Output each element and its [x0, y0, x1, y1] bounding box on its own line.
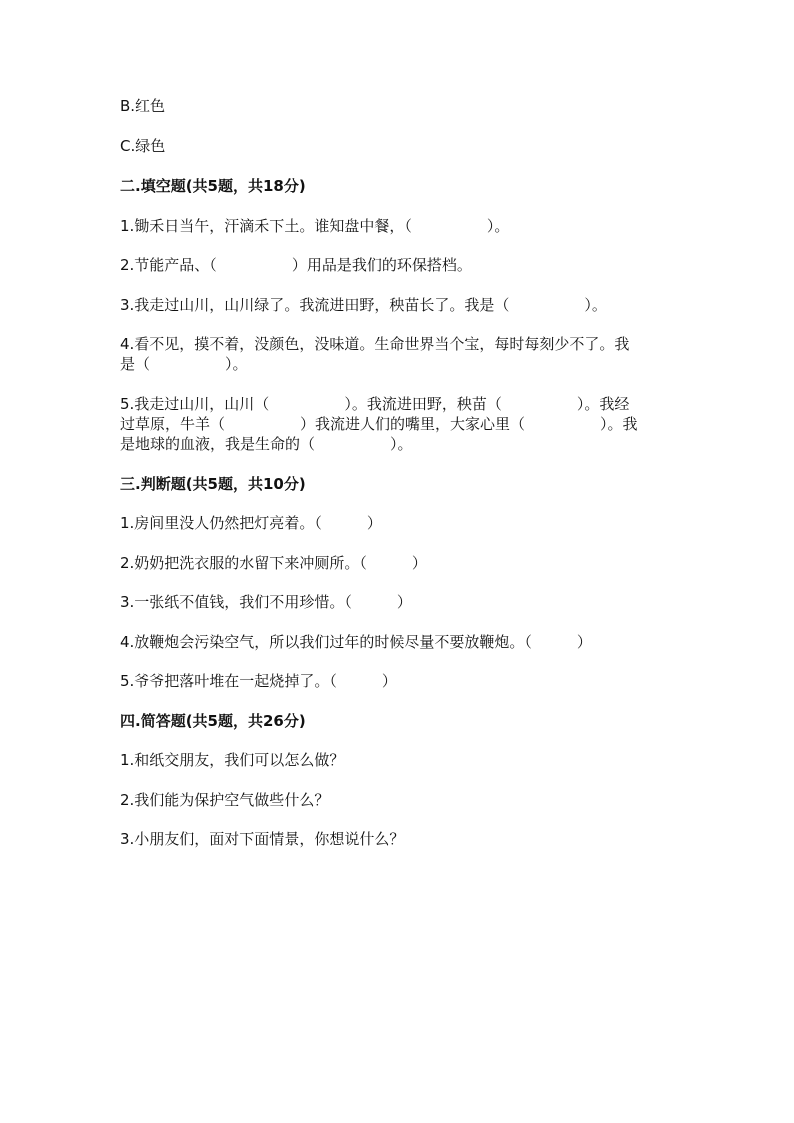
judge-question-3: 3.一张纸不值钱，我们不用珍惜。（ ）: [120, 593, 412, 611]
section2-heading: 二.填空题(共5题，共18分): [120, 177, 306, 195]
fill-question-4-line-1: 4.看不见，摸不着，没颜色，没味道。生命世界当个宝，每时每刻少不了。我: [120, 335, 630, 353]
fill-question-3: 3.我走过山川，山川绿了。我流进田野，秧苗长了。我是（ ）。: [120, 296, 607, 314]
short-answer-question-2: 2.我们能为保护空气做些什么？: [120, 791, 330, 809]
judge-question-2: 2.奶奶把洗衣服的水留下来冲厕所。（ ）: [120, 554, 427, 572]
fill-question-5-line-3: 是地球的血液，我是生命的（ ）。: [120, 435, 413, 453]
judge-question-5: 5.爷爷把落叶堆在一起烧掉了。（ ）: [120, 672, 397, 690]
fill-question-4-line-2: 是（ ）。: [120, 355, 248, 373]
fill-question-2: 2.节能产品、（ ）用品是我们的环保搭档。: [120, 256, 472, 274]
option-c: C.绿色: [120, 137, 166, 155]
section3-heading: 三.判断题(共5题，共10分): [120, 475, 306, 493]
judge-question-4: 4.放鞭炮会污染空气，所以我们过年的时候尽量不要放鞭炮。（ ）: [120, 633, 592, 651]
option-b: B.红色: [120, 97, 166, 115]
section4-heading: 四.简答题(共5题，共26分): [120, 712, 306, 730]
fill-question-1: 1.锄禾日当午，汗滴禾下土。谁知盘中餐，（ ）。: [120, 217, 510, 235]
fill-question-5-line-1: 5.我走过山川，山川（ ）。我流进田野，秧苗（ ）。我经: [120, 395, 630, 413]
fill-question-5-line-2: 过草原，牛羊（ ）我流进人们的嘴里，大家心里（ ）。我: [120, 415, 638, 433]
short-answer-question-3: 3.小朋友们，面对下面情景，你想说什么？: [120, 830, 405, 848]
judge-question-1: 1.房间里没人仍然把灯亮着。（ ）: [120, 514, 382, 532]
short-answer-question-1: 1.和纸交朋友，我们可以怎么做？: [120, 751, 345, 769]
